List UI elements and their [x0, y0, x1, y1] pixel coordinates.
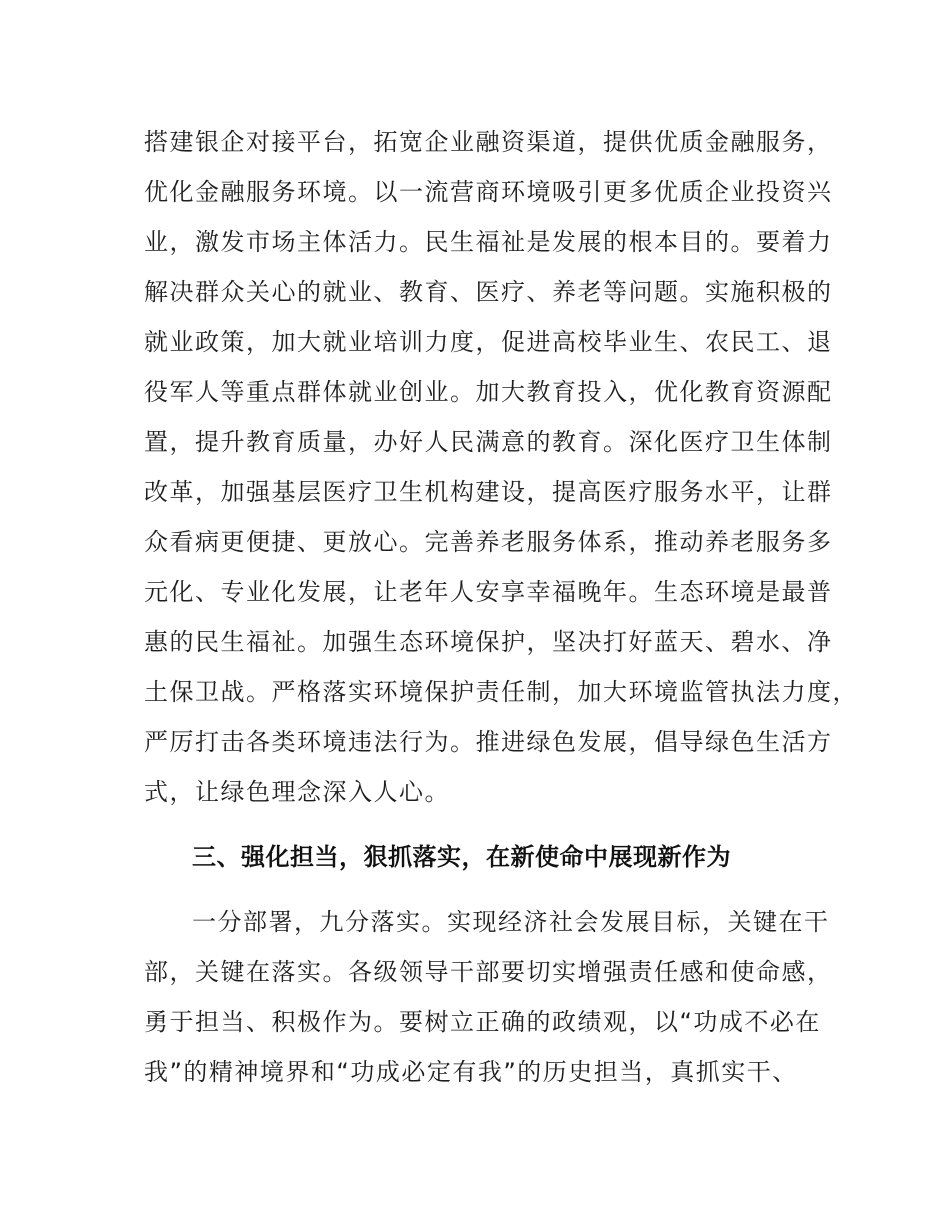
paragraph-line: 置，提升教育质量，办好人民满意的教育。深化医疗卫生体制	[144, 428, 833, 456]
paragraph-line: 改革，加强基层医疗卫生机构建设，提高医疗服务水平，让群	[144, 478, 833, 506]
paragraph-line: 优化金融服务环境。以一流营商环境吸引更多优质企业投资兴	[144, 178, 833, 206]
paragraph-line: 一分部署，九分落实。实现经济社会发展目标，关键在干	[192, 908, 830, 936]
paragraph-line: 就业政策，加大就业培训力度，促进高校毕业生、农民工、退	[144, 328, 833, 356]
paragraph-line: 搭建银企对接平台，拓宽企业融资渠道，提供优质金融服务，	[144, 128, 833, 156]
paragraph-line: 元化、专业化发展，让老年人安享幸福晚年。生态环境是最普	[144, 578, 833, 606]
paragraph-line: 役军人等重点群体就业创业。加大教育投入，优化教育资源配	[144, 378, 833, 406]
paragraph-line: 严厉打击各类环境违法行为。推进绿色发展，倡导绿色生活方	[144, 728, 833, 756]
section-heading: 三、强化担当，狠抓落实，在新使命中展现新作为	[192, 843, 731, 871]
paragraph-line: 我”的精神境界和“功成必定有我”的历史担当，真抓实干、	[144, 1058, 798, 1086]
paragraph-line: 业，激发市场主体活力。民生福祉是发展的根本目的。要着力	[144, 228, 833, 256]
paragraph-line: 勇于担当、积极作为。要树立正确的政绩观，以“功成不必在	[144, 1008, 821, 1036]
paragraph-line: 部，关键在落实。各级领导干部要切实增强责任感和使命感，	[144, 958, 833, 986]
paragraph-line: 土保卫战。严格落实环境保护责任制，加大环境监管执法力度，	[144, 678, 858, 706]
paragraph-line: 解决群众关心的就业、教育、医疗、养老等问题。实施积极的	[144, 278, 833, 306]
paragraph-line: 惠的民生福祉。加强生态环境保护，坚决打好蓝天、碧水、净	[144, 628, 833, 656]
paragraph-line: 式，让绿色理念深入人心。	[144, 778, 450, 806]
paragraph-line: 众看病更便捷、更放心。完善养老服务体系，推动养老服务多	[144, 528, 833, 556]
